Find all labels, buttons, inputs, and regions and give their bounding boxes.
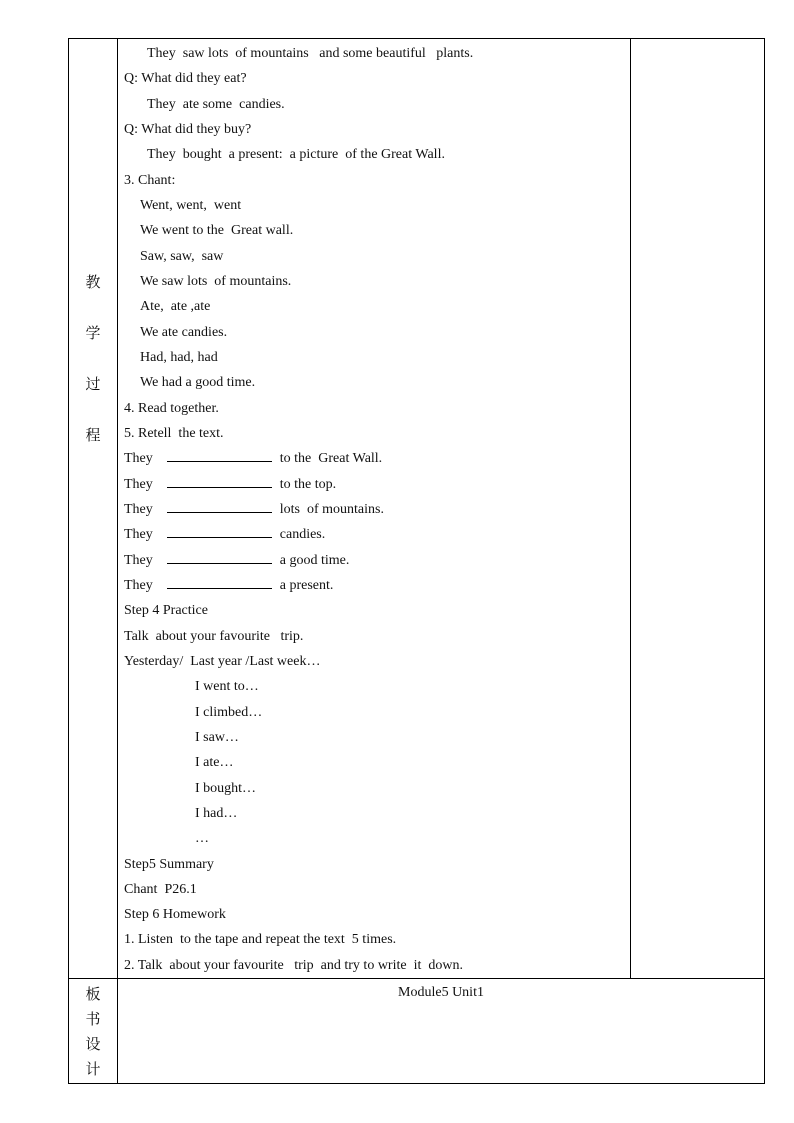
label-char: 程 bbox=[85, 426, 101, 444]
text-line: 1. Listen to the tape and repeat the text 5 times. bbox=[124, 932, 397, 948]
fill-blank[interactable] bbox=[167, 498, 272, 513]
fill-blank[interactable] bbox=[167, 447, 272, 462]
text-line: 5. Retell the text. bbox=[124, 425, 224, 441]
retell-line: They to the Great Wall. bbox=[124, 446, 630, 471]
board-design-label bbox=[69, 979, 118, 1084]
retell-line: They candies. bbox=[124, 522, 630, 547]
text-line: Q: What did they buy? bbox=[124, 121, 252, 137]
text-line: They ate some candies. bbox=[147, 96, 285, 112]
label-char: 教 bbox=[85, 273, 101, 291]
label-char: 书 bbox=[85, 1010, 101, 1029]
fill-blank[interactable] bbox=[167, 574, 272, 589]
text-line: Step5 Summary bbox=[124, 856, 214, 872]
chant-line: Had, had, had bbox=[140, 349, 218, 365]
sentence-starter: I had… bbox=[195, 805, 238, 821]
label-char: 计 bbox=[85, 1060, 101, 1079]
chant-line: We saw lots of mountains. bbox=[140, 273, 292, 289]
retell-line: They lots of mountains. bbox=[124, 497, 630, 522]
text-line: They bought a present: a picture of the Great Wall. bbox=[147, 147, 445, 163]
sentence-starter: I climbed… bbox=[195, 704, 263, 720]
retell-line: They a present. bbox=[124, 573, 630, 598]
fill-blank[interactable] bbox=[167, 523, 272, 538]
label-char: 过 bbox=[85, 375, 101, 393]
text-line: Step 4 Practice bbox=[124, 603, 208, 619]
lesson-plan-table bbox=[68, 38, 765, 1084]
retell-line: They to the top. bbox=[124, 472, 630, 497]
text-line: Step 6 Homework bbox=[124, 907, 226, 923]
sentence-starter: I ate… bbox=[195, 755, 234, 771]
label-char: 设 bbox=[85, 1035, 101, 1054]
chant-line: We had a good time. bbox=[140, 375, 256, 391]
teaching-process-content bbox=[118, 39, 631, 979]
retell-line: They a good time. bbox=[124, 548, 630, 573]
teaching-process-label bbox=[69, 39, 118, 979]
text-line: Q: What did they eat? bbox=[124, 71, 247, 87]
text-line: They saw lots of mountains and some beautiful plants. bbox=[147, 46, 474, 61]
chant-line: Saw, saw, saw bbox=[140, 248, 224, 264]
label-char: 学 bbox=[85, 324, 101, 342]
sentence-starter: I saw… bbox=[195, 729, 239, 745]
sentence-starter: … bbox=[195, 831, 209, 847]
text-line: 4. Read together. bbox=[124, 400, 219, 416]
notes-column bbox=[631, 39, 765, 979]
sentence-starter: I went to… bbox=[195, 679, 259, 695]
board-design-content bbox=[118, 979, 765, 1084]
text-line: Talk about your favourite trip. bbox=[124, 628, 304, 644]
chant-line: We went to the Great wall. bbox=[140, 223, 294, 239]
chant-line: We ate candies. bbox=[140, 324, 228, 340]
fill-blank[interactable] bbox=[167, 473, 272, 488]
text-line: 3. Chant: bbox=[124, 172, 176, 188]
label-char: 板 bbox=[85, 985, 101, 1004]
chant-line: Went, went, went bbox=[140, 197, 242, 213]
text-line: 2. Talk about your favourite trip and try to write it down. bbox=[124, 957, 463, 973]
chant-line: Ate, ate ,ate bbox=[140, 299, 211, 315]
board-title: Module5 Unit1 bbox=[398, 985, 484, 1001]
sentence-starter: I bought… bbox=[195, 780, 257, 796]
fill-blank[interactable] bbox=[167, 549, 272, 564]
text-line: Yesterday/ Last year /Last week… bbox=[124, 653, 321, 669]
text-line: Chant P26.1 bbox=[124, 881, 197, 897]
